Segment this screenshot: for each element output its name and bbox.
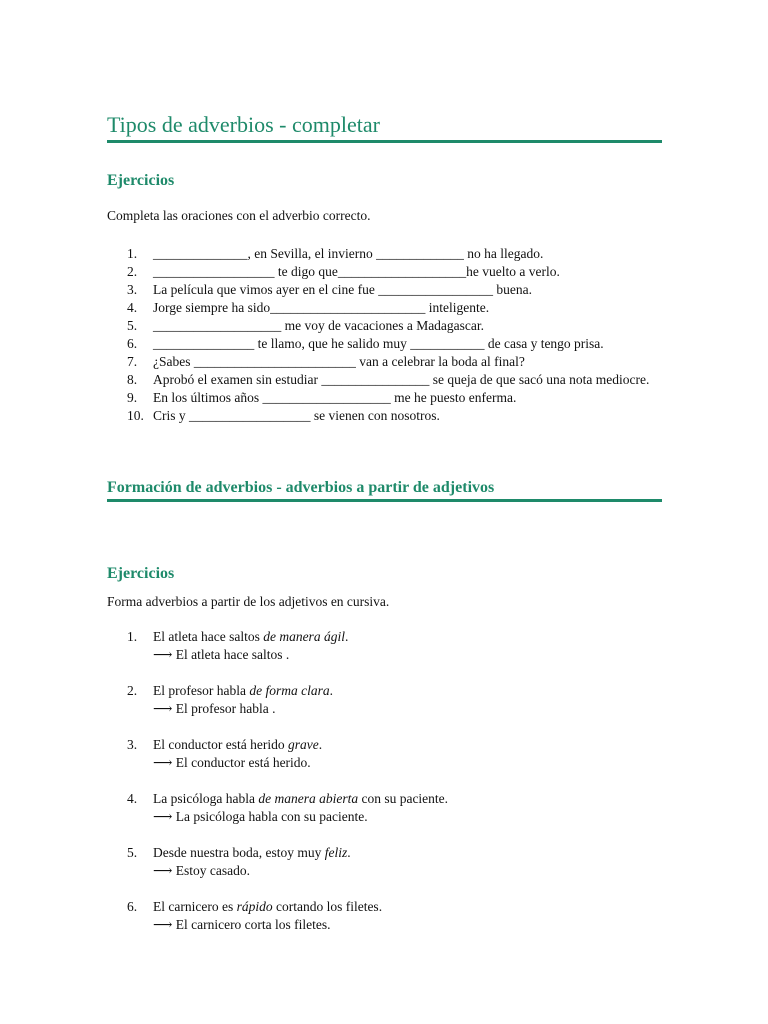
item-number: 2. (127, 264, 138, 279)
section1-subtitle: Ejercicios (107, 172, 175, 189)
answer-line: ⟶ Estoy casado. (153, 863, 250, 878)
section2-title: Formación de adverbios - adverbios a partir de adjetivos (107, 478, 662, 502)
item-sentence (153, 737, 322, 752)
item-number: 1. (127, 629, 138, 644)
item-text: Jorge siempre ha sido_______________________ inteligente. (153, 300, 490, 315)
list-item (107, 353, 662, 371)
section2-exercise-list (107, 628, 662, 952)
item-sentence (153, 629, 348, 644)
list-item (107, 317, 662, 335)
sentence-start: El carnicero es (153, 899, 237, 914)
list-item (107, 299, 662, 317)
item-text: _______________ te llamo, que he salido muy ___________ de casa y tengo prisa. (153, 336, 604, 351)
list-item (107, 245, 662, 263)
sentence-end: . (329, 683, 333, 698)
sentence-end: . (347, 845, 351, 860)
sentence-start: El conductor está herido (153, 737, 288, 752)
italic-adjective: de manera ágil (263, 629, 345, 644)
list-item (107, 790, 662, 826)
item-number: 5. (127, 845, 138, 860)
sentence-end: . (318, 737, 323, 752)
italic-adjective: grave (287, 737, 319, 752)
section1-instructions: Completa las oraciones con el adverbio correcto. (107, 208, 371, 223)
answer-line: ⟶ El conductor está herido. (153, 755, 311, 770)
sentence-start: La psicóloga habla (153, 791, 259, 806)
item-number: 4. (127, 300, 138, 315)
item-text: __________________ te digo que___________________he vuelto a verlo. (153, 264, 560, 279)
list-item (107, 682, 662, 718)
list-item (107, 736, 662, 772)
italic-adjective: feliz (324, 845, 348, 860)
sentence-end: . (344, 629, 349, 644)
sentence-start: El profesor habla (153, 683, 250, 698)
item-number: 6. (127, 336, 138, 351)
sentence-start: El atleta hace saltos (153, 629, 264, 644)
item-number: 10. (127, 408, 144, 423)
list-item (107, 898, 662, 934)
sentence-end: cortando los filetes. (272, 899, 383, 914)
italic-adjective: de manera abierta (258, 791, 359, 806)
item-sentence (153, 845, 351, 860)
list-item (107, 389, 662, 407)
list-item (107, 263, 662, 281)
item-text: ______________, en Sevilla, el invierno _____________ no ha llegado. (153, 246, 544, 261)
item-text: ¿Sabes ________________________ van a celebrar la boda al final? (153, 354, 525, 369)
item-number: 6. (127, 899, 138, 914)
item-number: 9. (127, 390, 138, 405)
list-item (107, 844, 662, 880)
list-item (107, 407, 662, 425)
item-text: En los últimos años ___________________ me he puesto enferma. (153, 390, 517, 405)
section2-instructions: Forma adverbios a partir de los adjetivos en cursiva. (107, 594, 390, 609)
sentence-end: con su paciente. (358, 791, 449, 806)
list-item (107, 281, 662, 299)
section2-subtitle: Ejercicios (107, 565, 175, 582)
item-text: Cris y __________________ se vienen con nosotros. (153, 408, 440, 423)
list-item (107, 371, 662, 389)
item-sentence (153, 899, 382, 914)
page-title: Tipos de adverbios - completar (107, 111, 662, 143)
answer-line: ⟶ El carnicero corta los filetes. (153, 917, 331, 932)
answer-line: ⟶ El atleta hace saltos . (153, 647, 290, 662)
item-number: 5. (127, 318, 138, 333)
item-text: La película que vimos ayer en el cine fue _________________ buena. (153, 282, 533, 297)
item-number: 7. (127, 354, 138, 369)
list-item (107, 335, 662, 353)
item-number: 3. (127, 282, 138, 297)
answer-line: ⟶ La psicóloga habla con su paciente. (153, 809, 368, 824)
italic-adjective: de forma clara (249, 683, 330, 698)
italic-adjective: rápido (236, 899, 273, 914)
sentence-start: Desde nuestra boda, estoy muy (153, 845, 325, 860)
item-sentence (153, 683, 333, 698)
item-sentence (153, 791, 448, 806)
section1-exercise-list (107, 245, 662, 425)
item-text: Aprobó el examen sin estudiar ________________ se queja de que sacó una nota mediocre. (153, 372, 650, 387)
item-text: ___________________ me voy de vacaciones a Madagascar. (153, 318, 485, 333)
item-number: 3. (127, 737, 138, 752)
answer-line: ⟶ El profesor habla . (153, 701, 276, 716)
item-number: 4. (127, 791, 138, 806)
item-number: 2. (127, 683, 138, 698)
list-item (107, 628, 662, 664)
item-number: 1. (127, 246, 138, 261)
item-number: 8. (127, 372, 138, 387)
